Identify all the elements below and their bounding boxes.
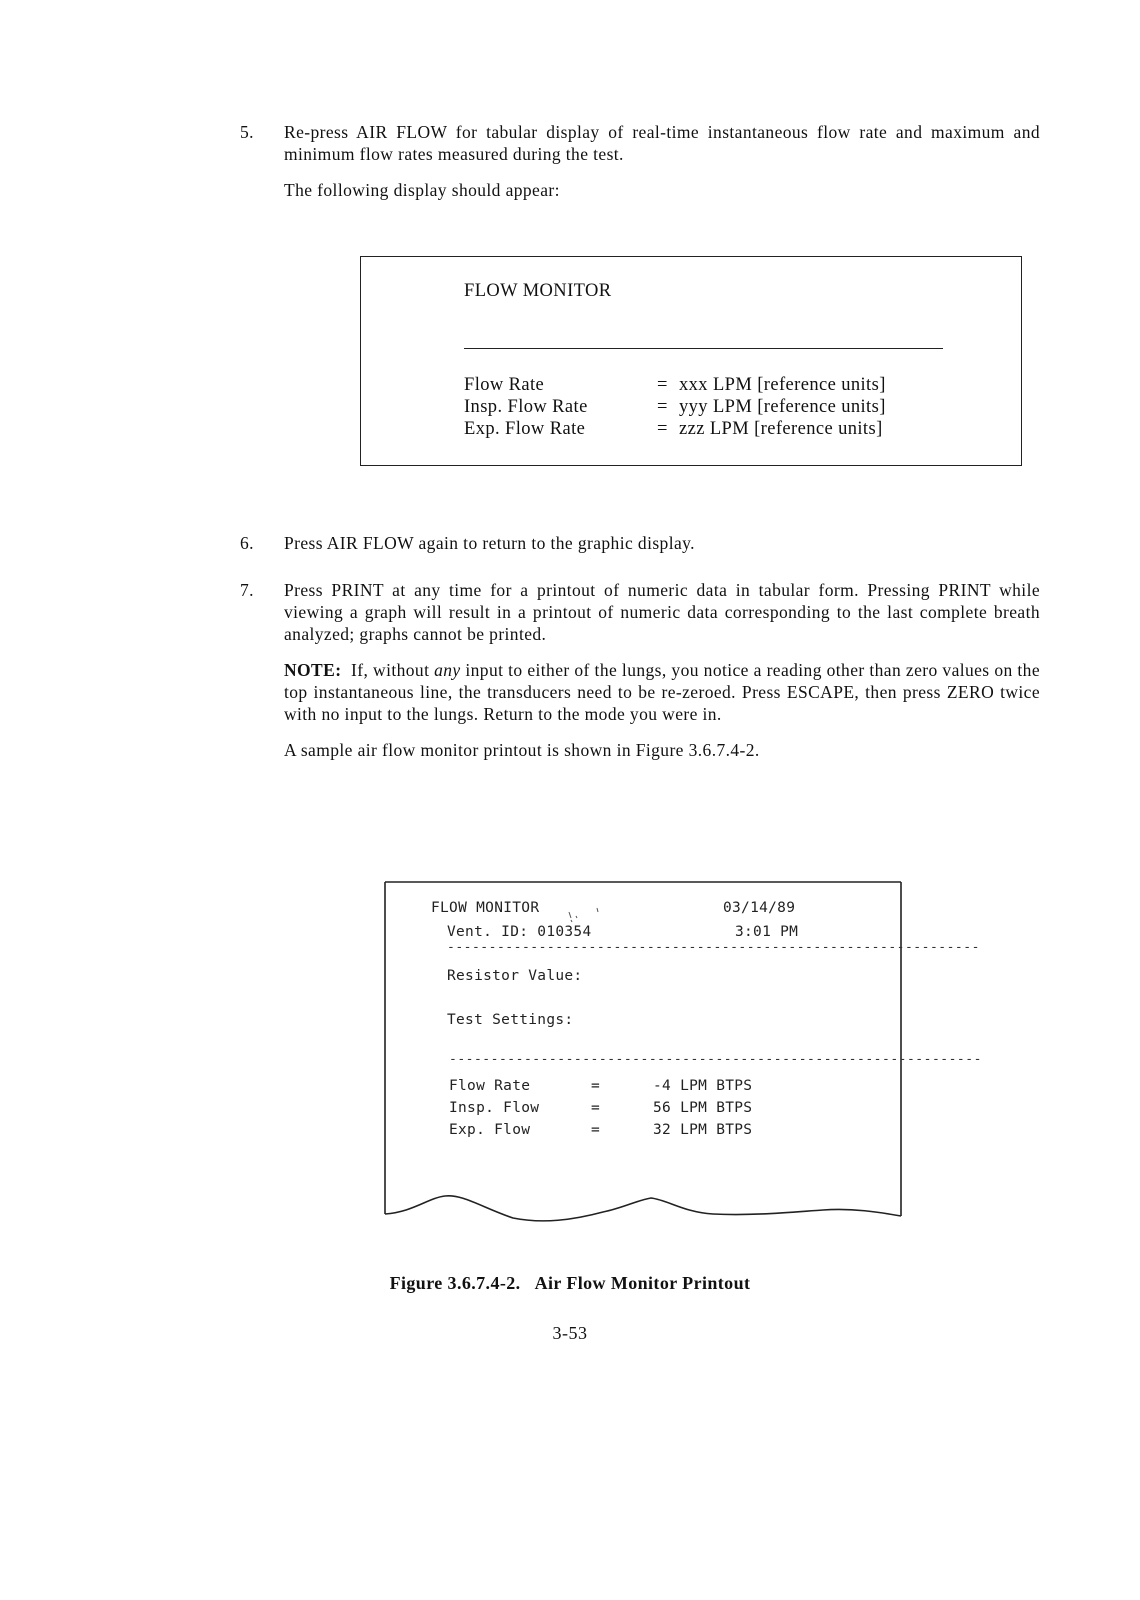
display-row: [464, 375, 944, 397]
printout-row-equals: =: [591, 1122, 601, 1138]
printout-settings: Test Settings:: [447, 1012, 574, 1028]
printout-row-value: 56 LPM BTPS: [653, 1100, 753, 1116]
printout-figure: [383, 878, 982, 1231]
note-text-pre: If, without: [351, 660, 430, 680]
sample-text: A sample air flow monitor printout is shown in Figure 3.6.7.4-2.: [284, 740, 760, 760]
printout-row-label: Flow Rate: [449, 1078, 531, 1094]
printout-row-label: Exp. Flow: [449, 1122, 531, 1138]
figure-label: Figure 3.6.7.4-2.: [389, 1273, 521, 1293]
printout-vent-id: Vent. ID: 010354: [447, 924, 592, 940]
note-label: NOTE:: [284, 660, 342, 680]
display-divider: [464, 348, 943, 349]
display-row-label: Exp. Flow Rate: [464, 419, 586, 439]
display-row: [464, 397, 944, 419]
display-row-equals: =: [657, 419, 668, 439]
figure-caption: [0, 1273, 1140, 1294]
display-title: FLOW MONITOR: [464, 281, 612, 301]
printout-row-equals: =: [591, 1078, 601, 1094]
display-row-value: xxx LPM [reference units]: [679, 375, 886, 395]
printout-row-label: Insp. Flow: [449, 1100, 540, 1116]
display-row-label: Flow Rate: [464, 375, 545, 395]
step-number: 6.: [240, 533, 254, 553]
display-row-equals: =: [657, 397, 668, 417]
note-emphasis: any: [434, 660, 461, 680]
printout-dash-divider: ----------------------------------------------------------------: [447, 940, 980, 955]
display-row-equals: =: [657, 375, 668, 395]
note-text-post: input to either of the lungs, you notice a reading other than zero values on the top instantaneous line, the transducers need to be re-zeroed. Press ESCAPE, then press ZERO twice with no input to the lungs. Return to the mode you were in.: [284, 660, 1040, 724]
step-7-note: [284, 659, 1040, 725]
printout-resistor: Resistor Value:: [447, 968, 583, 984]
printout-title: FLOW MONITOR: [431, 900, 540, 916]
page-number: 3-53: [552, 1323, 588, 1343]
display-rows: [464, 375, 944, 441]
display-row-value: yyy LPM [reference units]: [679, 397, 886, 417]
step-6-text: Press AIR FLOW again to return to the graphic display.: [284, 533, 695, 553]
step-6: [240, 532, 1040, 566]
printout-time: 3:01 PM: [735, 924, 799, 940]
step-5: [240, 121, 1040, 213]
flow-monitor-display: [360, 256, 1022, 466]
printout-row-value: -4 LPM BTPS: [653, 1078, 753, 1094]
step-5-followup: The following display should appear:: [284, 180, 560, 200]
step-number: 5.: [240, 122, 254, 142]
display-row-label: Insp. Flow Rate: [464, 397, 588, 417]
step-7: [240, 579, 1040, 773]
step-5-text: Re-press AIR FLOW for tabular display of real-time instantaneous flow rate and maximum and minimum flow rates measured during the test.: [284, 122, 1040, 164]
step-7-text: Press PRINT at any time for a printout of numeric data in tabular form. Pressing PRINT while viewing a graph will result in a printout of numeric data corresponding to the last complete breath analyzed; graphs cannot be printed.: [284, 580, 1040, 644]
printout-date: 03/14/89: [723, 900, 796, 916]
printout-row-value: 32 LPM BTPS: [653, 1122, 753, 1138]
printout-dash-divider: ----------------------------------------------------------------: [449, 1052, 982, 1067]
step-number: 7.: [240, 580, 254, 600]
printout-row-equals: =: [591, 1100, 601, 1116]
figure-title: Air Flow Monitor Printout: [534, 1273, 751, 1293]
display-row-value: zzz LPM [reference units]: [679, 419, 883, 439]
display-row: [464, 419, 944, 441]
